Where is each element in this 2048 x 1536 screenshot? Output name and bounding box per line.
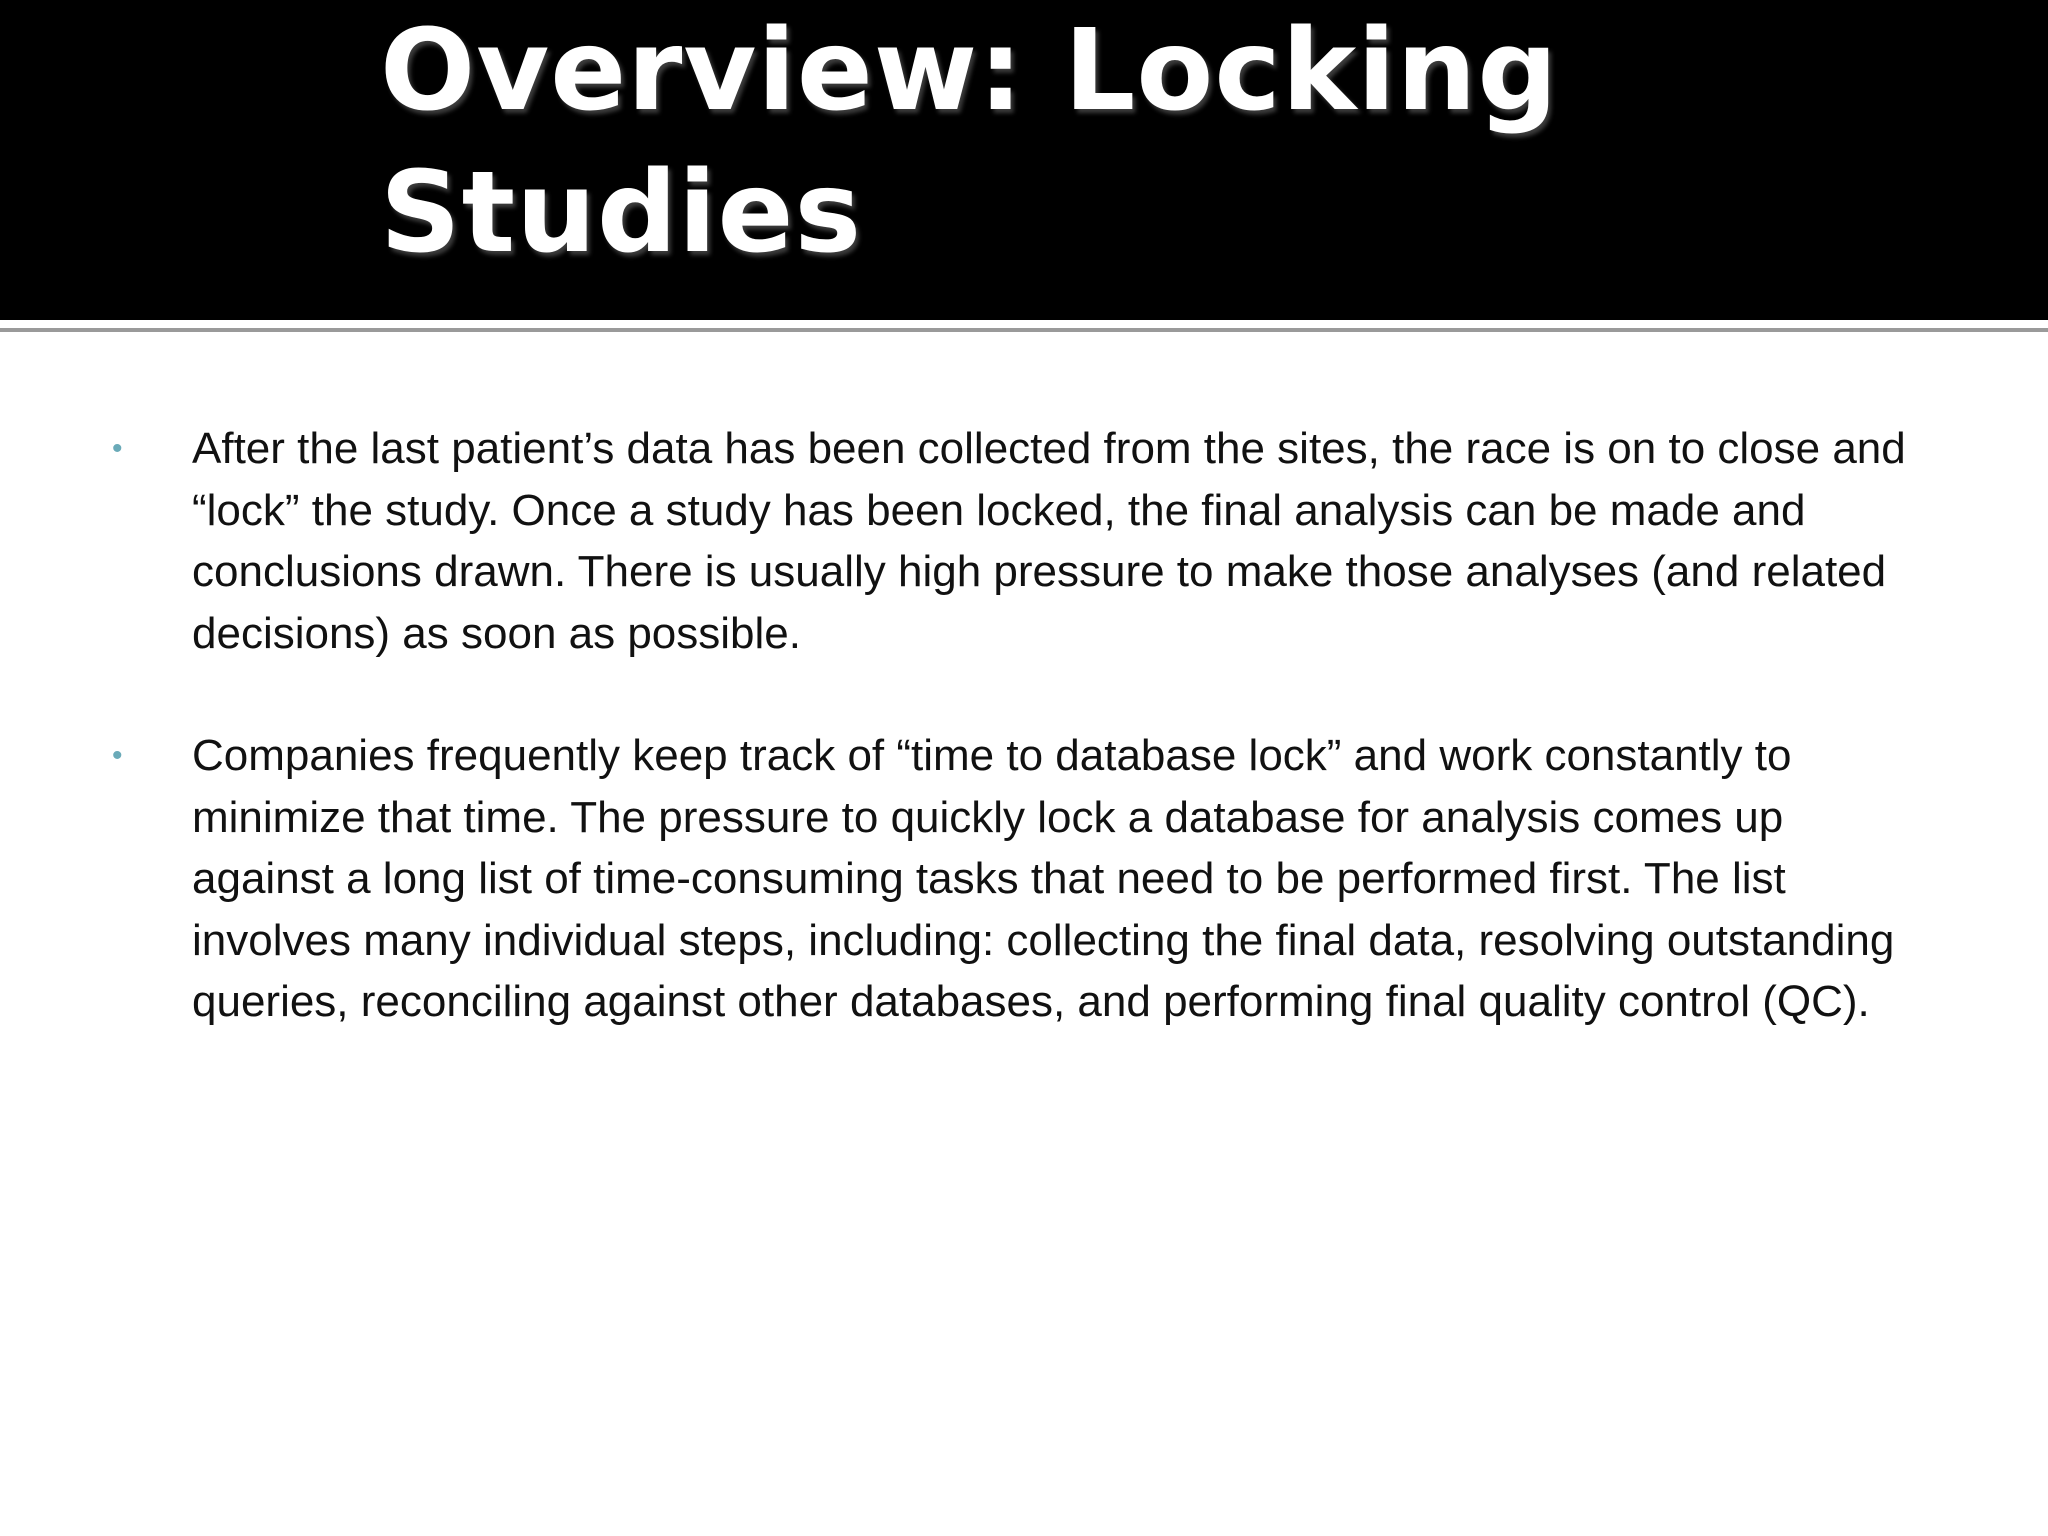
title-band xyxy=(0,0,2048,320)
bullet-list xyxy=(112,418,1932,1094)
bullet-text: Companies frequently keep track of “time to database lock” and work constantly to minimize that time. The pressure to quickly lock a database for analysis comes up against a long list of time-consuming tasks that need to be performed first. The list involves many individual steps, including: collecting the final data, resolving outstanding queries, reconciling against other databases, and performing final quality control (QC). xyxy=(192,731,1895,1026)
title-divider xyxy=(0,328,2048,332)
bullet-dot-icon: • xyxy=(112,739,123,772)
bullet-dot-icon: • xyxy=(112,432,123,465)
bullet-text: After the last patient’s data has been collected from the sites, the race is on to close and “lock” the study. Once a study has been locked, the final analysis can be made and conclusions drawn. There is usually high pressure to make those analyses (and related decisions) as soon as possible. xyxy=(192,424,1906,658)
bullet-item xyxy=(112,418,1932,664)
slide-title: Overview: Locking Studies xyxy=(380,6,1559,278)
bullet-item xyxy=(112,725,1932,1033)
